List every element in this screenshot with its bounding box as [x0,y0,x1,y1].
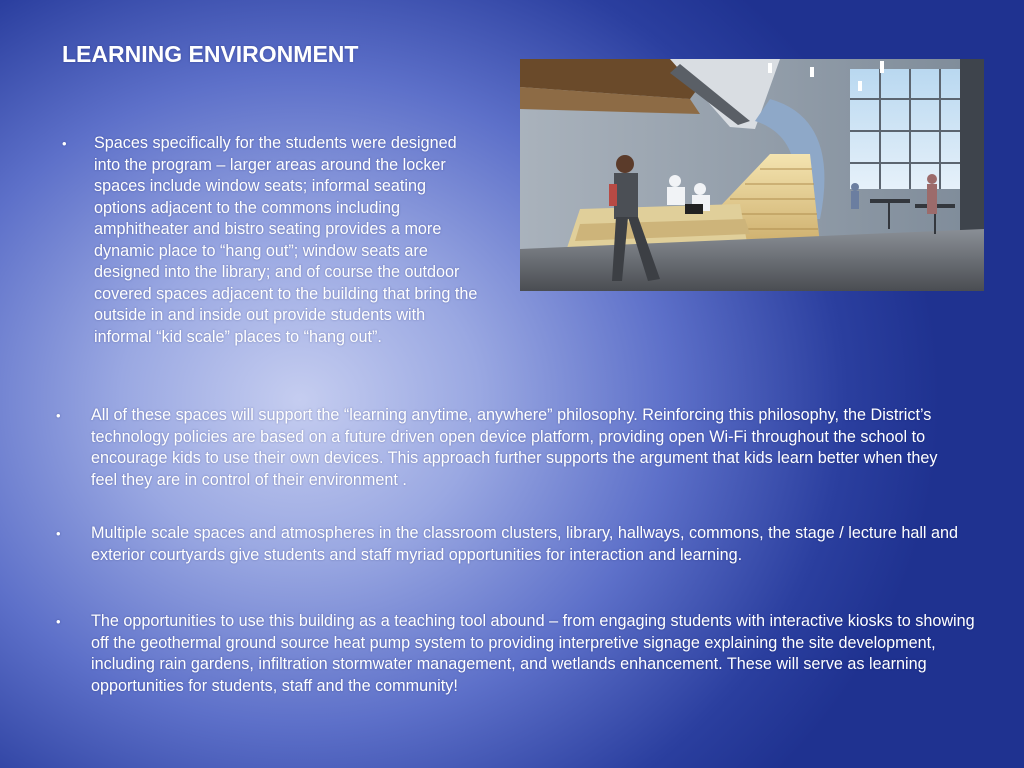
bullet-marker: • [56,614,61,629]
slide-title: LEARNING ENVIRONMENT [62,41,359,67]
bullet-text: Spaces specifically for the students were designed into the program – larger areas around the locker spaces include window seats; informal seating options adjacent to the commons including amphitheater and bistro seating provides a more dynamic place to “hang out”; window seats are designed into the library; and of course the outdoor covered spaces adjacent to the building that bring the outside in and inside out provide students with informal “kid scale” places to “hang out”. [94,134,478,346]
bullet-text: Multiple scale spaces and atmospheres in the classroom clusters, library, hallways, commons, the stage / lecture hall and exterior courtyards give students and staff myriad opportunities for interaction and learning. [91,524,959,564]
atrium-rendering-image [520,59,984,291]
bullet-marker: • [56,408,61,423]
bullet-item-learning-anytime [56,405,956,491]
bullet-item-teaching-tool [56,611,986,697]
bullet-text: All of these spaces will support the “learning anytime, anywhere” philosophy. Reinforcing this philosophy, the District’s technology policies are based on a future driven open device platform, providing open Wi-Fi throughout the school to encourage kids to use their own devices. This approach further supports the argument that kids learn better when they feel they are in control of their environment . [91,406,938,489]
bullet-item-multiple-scale-spaces [56,523,986,566]
bullet-marker: • [62,136,67,151]
bullet-item-spaces [62,133,482,348]
bullet-text: The opportunities to use this building as a teaching tool abound – from engaging students with interactive kiosks to showing off the geothermal ground source heat pump system to providing interpretive signage explaining the site development, including rain gardens, infiltration stormwater management, and wetlands enhancement. These will serve as learning opportunities for students, staff and the community! [91,612,975,695]
bullet-marker: • [56,526,61,541]
